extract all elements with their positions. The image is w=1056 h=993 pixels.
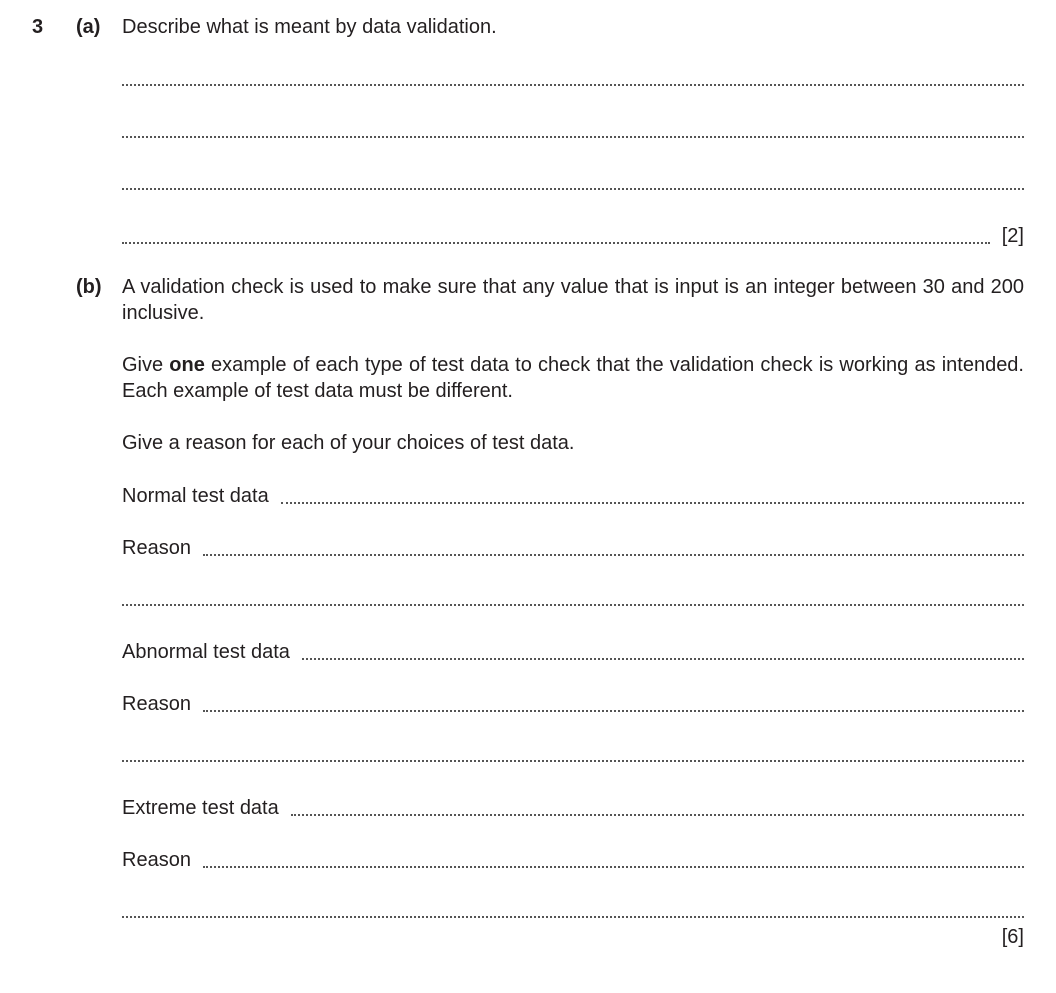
- answer-line[interactable]: [122, 242, 990, 244]
- abnormal-test-data-line[interactable]: [302, 658, 1024, 660]
- answer-line-with-marks: [122, 222, 1024, 248]
- part-b-label: (b): [76, 276, 102, 298]
- reason-line[interactable]: [203, 710, 1024, 712]
- instruction-pre: Give: [122, 354, 170, 376]
- abnormal-reason-row: [122, 690, 1024, 716]
- extreme-reason-row: [122, 846, 1024, 872]
- part-a-label: (a): [76, 16, 101, 38]
- normal-test-data-row: [122, 482, 1024, 508]
- part-b-intro: A validation check is used to make sure that any value that is input is an integer between 30 and 200 inclusive.: [122, 276, 1024, 324]
- answer-line[interactable]: [122, 188, 1024, 190]
- abnormal-test-data-label: Abnormal test data: [122, 641, 290, 663]
- part-b-marks: [6]: [1001, 926, 1024, 948]
- normal-test-data-line[interactable]: [281, 502, 1024, 504]
- answer-line[interactable]: [122, 84, 1024, 86]
- reason-line[interactable]: [203, 866, 1024, 868]
- part-b-reason-prompt: Give a reason for each of your choices of test data.: [122, 432, 575, 454]
- normal-test-data-label: Normal test data: [122, 485, 269, 507]
- instruction-bold: one: [169, 354, 205, 376]
- part-a-marks: [2]: [1001, 225, 1024, 247]
- reason-continuation-line[interactable]: [122, 916, 1024, 918]
- answer-line[interactable]: [122, 136, 1024, 138]
- part-b-instruction: [122, 352, 1024, 404]
- reason-continuation-line[interactable]: [122, 760, 1024, 762]
- reason-line[interactable]: [203, 554, 1024, 556]
- extreme-test-data-row: [122, 794, 1024, 820]
- part-a-prompt: Describe what is meant by data validation.: [122, 16, 497, 38]
- reason-label: Reason: [122, 693, 191, 715]
- instruction-post: example of each type of test data to check that the validation check is working as intended. Each example of test data must be different.: [122, 354, 1024, 402]
- abnormal-test-data-row: [122, 638, 1024, 664]
- reason-continuation-line[interactable]: [122, 604, 1024, 606]
- normal-reason-row: [122, 534, 1024, 560]
- question-number: 3: [32, 16, 44, 38]
- extreme-test-data-line[interactable]: [291, 814, 1024, 816]
- reason-label: Reason: [122, 537, 191, 559]
- extreme-test-data-label: Extreme test data: [122, 797, 279, 819]
- reason-label: Reason: [122, 849, 191, 871]
